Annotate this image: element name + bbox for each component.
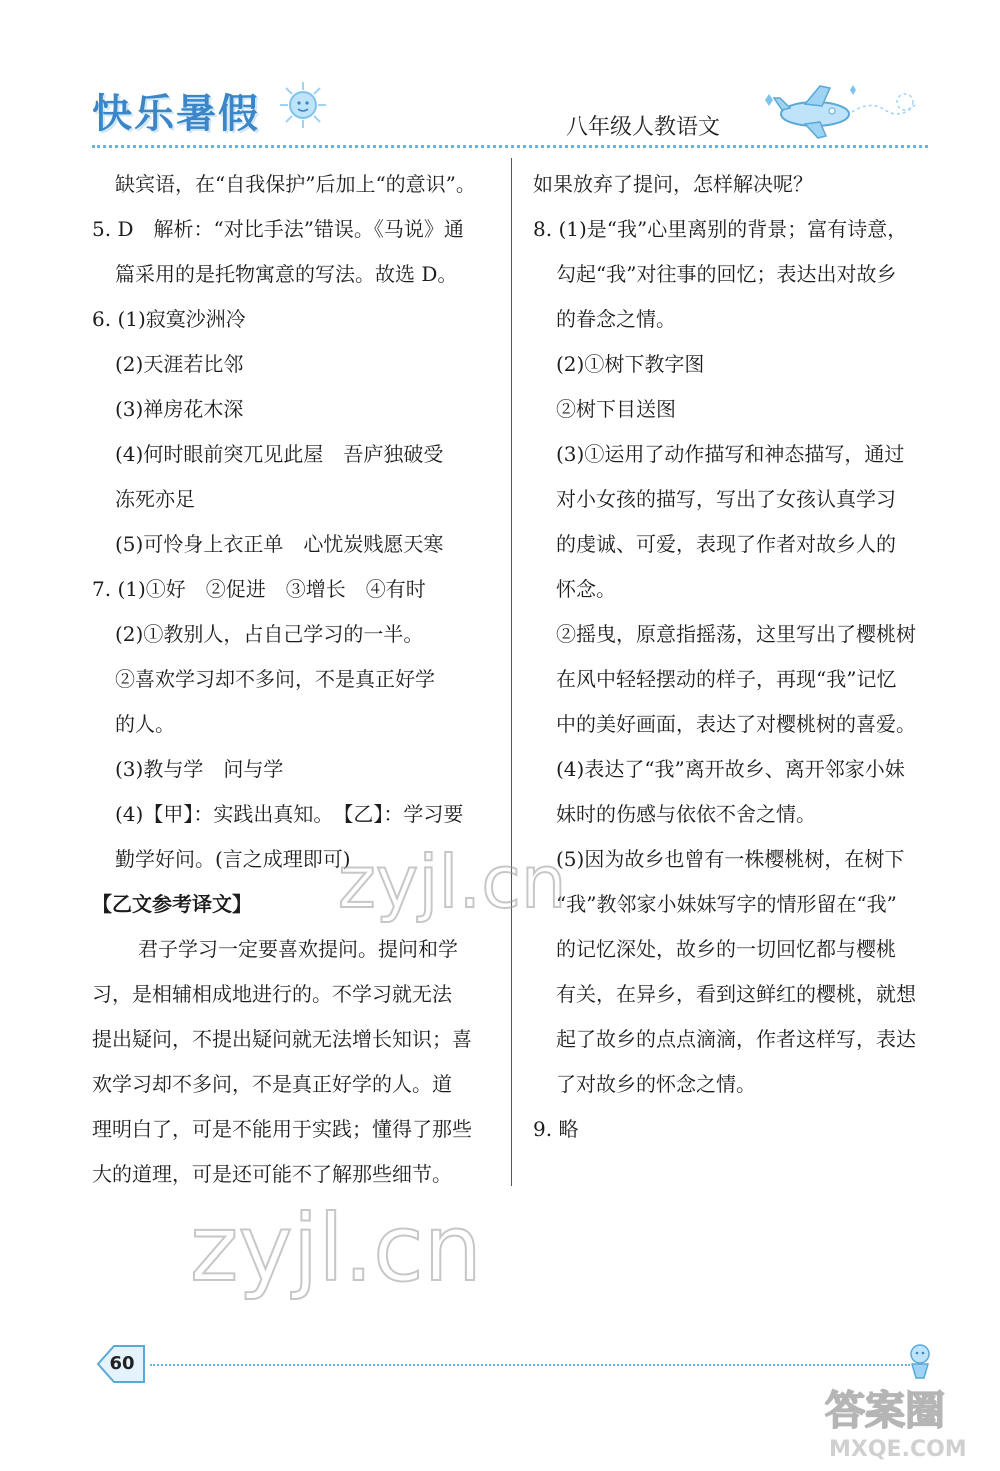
grade-subject-label: 八年级人教语文 [566,115,721,140]
answer-line: 有关，在异乡，看到这鲜红的樱桃，就想 [556,982,916,1006]
logo-url: MXQE.COM [829,1437,967,1462]
answer-line: 起了故乡的点点滴滴，作者这样写，表达 [556,1027,916,1051]
sun-icon [278,80,328,130]
airplane-icon [760,80,920,140]
answer-line: (3)教与学 问与学 [115,757,284,781]
header-title: 快乐暑假 [92,91,260,137]
answer-8-line: 8. (1)是“我”心里离别的背景；富有诗意， [533,217,908,241]
answer-line: 对小女孩的描写，写出了女孩认真学习 [556,487,896,511]
answer-line: 妹时的伤感与依依不舍之情。 [556,802,816,826]
right-column [533,162,938,1152]
answer-line: (4)表达了“我”离开故乡、离开邻家小妹 [556,757,905,781]
answer-line: ②喜欢学习却不多问，不是真正好学 [115,667,435,691]
answer-line: 勤学好问。(言之成理即可) [115,847,351,871]
answer-line: (2)天涯若比邻 [115,352,244,376]
answer-5-line: 5. D 解析：“对比手法”错误。《马说》通 [92,217,464,241]
translation-line: 大的道理，可是还可能不了解那些细节。 [92,1162,452,1186]
answer-line: (5)因为故乡也曾有一株樱桃树，在树下 [556,847,905,871]
answer-line: 冻死亦足 [115,487,195,511]
page-number: 60 [109,1353,135,1374]
answer-line: 篇采用的是托物寓意的写法。故选 D。 [115,262,458,286]
answer-line: 缺宾语，在“自我保护”后加上“的意识”。 [115,172,476,196]
footer-divider [150,1364,910,1366]
answer-line: 了对故乡的怀念之情。 [556,1072,756,1096]
answer-line: “我”教邻家小妹妹写字的情形留在“我” [556,892,897,916]
answer-line: (4)【甲】：实践出真知。 【乙】：学习要 [115,802,464,826]
translation-line: 习，是相辅相成地进行的。不学习就无法 [92,982,452,1006]
answer-line: ②树下目送图 [556,397,676,421]
answer-6-line: 6. (1)寂寞沙洲冷 [92,307,246,331]
column-divider [511,158,512,1186]
answer-line: 的虔诚、可爱，表现了作者对故乡人的 [556,532,896,556]
answer-line: (3)禅房花木深 [115,397,244,421]
watermark-text: zyjl.cn [338,840,567,924]
answer-line: (5)可怜身上衣正单 心忧炭贱愿天寒 [115,532,444,556]
answer-line: 的记忆深处，故乡的一切回忆都与樱桃 [556,937,896,961]
mascot-icon [900,1340,940,1380]
header-divider [92,145,928,148]
answer-line: (3)①运用了动作描写和神态描写，通过 [556,442,905,466]
logo-text: 答案圈 [825,1388,945,1434]
answer-line: (4)何时眼前突兀见此屋 吾庐独破受 [115,442,444,466]
answer-line: 勾起“我”对往事的回忆；表达出对故乡 [556,262,897,286]
corner-logo [815,1380,990,1465]
answer-line: 怀念。 [556,577,616,601]
answer-9-line: 9. 略 [533,1117,579,1141]
translation-line: 提出疑问，不提出疑问就无法增长知识；喜 [92,1027,472,1051]
answer-line: ②摇曳，原意指摇荡，这里写出了樱桃树 [556,622,916,646]
answer-7-line: 7. (1)①好 ②促进 ③增长 ④有时 [92,577,426,601]
translation-line: 理明白了，可是不能用于实践；懂得了那些 [92,1117,472,1141]
answer-line: (2)①树下教字图 [556,352,705,376]
translation-line: 如果放弃了提问，怎样解决呢？ [533,172,813,196]
translation-line: 欢学习却不多问，不是真正好学的人。道 [92,1072,452,1096]
left-column [92,162,497,1197]
answer-line: 的眷念之情。 [556,307,676,331]
answer-line: (2)①教别人，占自己学习的一半。 [115,622,424,646]
watermark-text: zyjl.cn [190,1195,482,1302]
answer-line: 中的美好画面，表达了对樱桃树的喜爱。 [556,712,916,736]
translation-heading: 【乙文参考译文】 [92,892,252,916]
answer-line: 在风中轻轻摆动的样子，再现“我”记忆 [556,667,897,691]
translation-line: 君子学习一定要喜欢提问。提问和学 [138,937,458,961]
answer-line: 的人。 [115,712,175,736]
